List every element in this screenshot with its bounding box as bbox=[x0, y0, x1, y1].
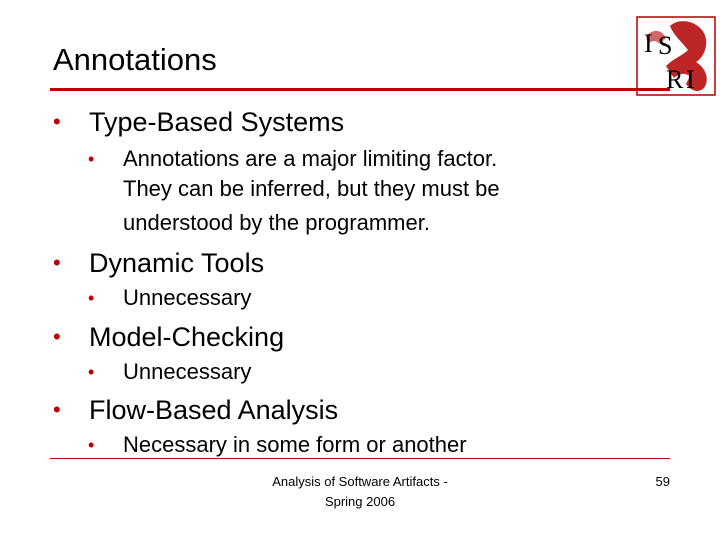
isri-logo-icon bbox=[636, 16, 716, 96]
title-divider bbox=[50, 88, 670, 91]
sub-bullet-dot: • bbox=[88, 149, 95, 169]
bullet-label: Flow-Based Analysis bbox=[89, 395, 339, 425]
bullet-label: Type-Based Systems bbox=[89, 107, 345, 137]
footer-line-2: Spring 2006 bbox=[324, 494, 396, 509]
sub-bullet-line: Unnecessary bbox=[123, 285, 252, 310]
bullet-dot: • bbox=[53, 324, 61, 349]
bullet-label: Model-Checking bbox=[89, 322, 285, 352]
slide-title: Annotations bbox=[53, 42, 217, 77]
logo-letter-i: I bbox=[644, 29, 653, 58]
sub-bullet-dot: • bbox=[88, 435, 95, 455]
logo-letter-s: S bbox=[658, 31, 673, 60]
footer-course-label bbox=[230, 472, 490, 512]
sub-bullet-dot: • bbox=[88, 288, 95, 308]
sub-bullet-line: understood by the programmer. bbox=[123, 210, 430, 235]
sub-bullet-line: Unnecessary bbox=[123, 359, 252, 384]
sub-bullet-dot: • bbox=[88, 362, 95, 382]
footer-line-1: Analysis of Software Artifacts - bbox=[272, 474, 448, 489]
sub-bullet-line: Annotations are a major limiting factor. bbox=[123, 146, 498, 171]
sub-bullet-line: Necessary in some form or another bbox=[123, 432, 467, 457]
logo-letter-r: R bbox=[666, 65, 684, 94]
bullet-label: Dynamic Tools bbox=[89, 248, 265, 278]
sub-bullet-line: They can be inferred, but they must be bbox=[123, 176, 500, 201]
bullet-dot: • bbox=[53, 250, 61, 275]
footer-divider bbox=[50, 458, 670, 459]
logo-letter-i2: I bbox=[686, 65, 695, 94]
bullet-dot: • bbox=[53, 109, 61, 134]
bullet-dot: • bbox=[53, 397, 61, 422]
page-number: 59 bbox=[655, 474, 670, 489]
